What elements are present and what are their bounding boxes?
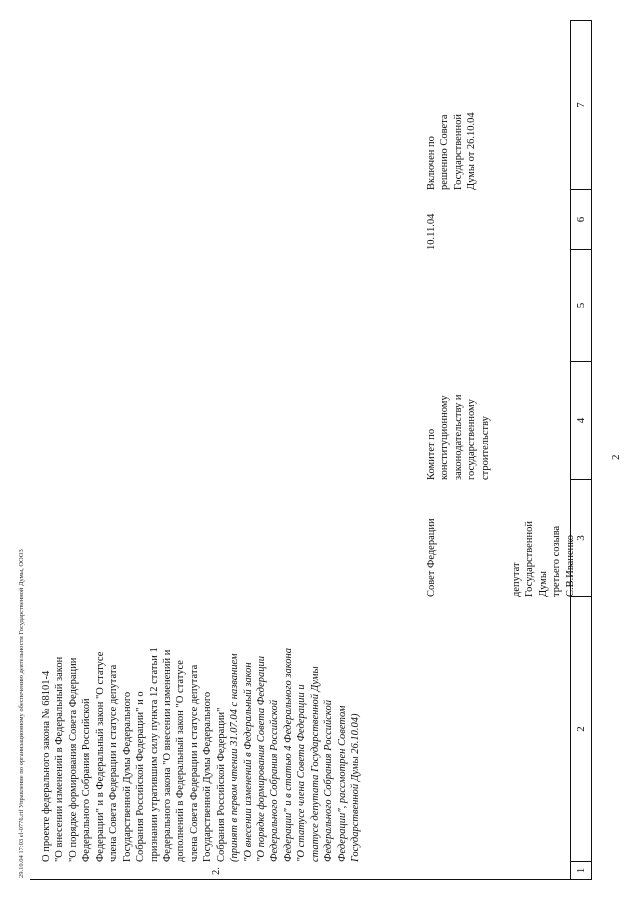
cell-line: О проекте федерального закона № 68101-4 — [41, 670, 52, 862]
cell-line-italic: статусе депутата Государственной Думы — [309, 666, 321, 862]
cell-line: "О внесении изменений в Федеральный закон — [54, 656, 66, 862]
page-number: 2 — [610, 454, 622, 460]
cell-line-italic: (принят в первом чтении 31.07.04 с названием — [229, 653, 241, 862]
header-col-4: 4 — [571, 361, 591, 479]
cell-line: строительству — [479, 416, 491, 480]
header-col-1: 1 — [571, 861, 591, 879]
cell-line-italic: Федерального Собрания Российской — [323, 700, 335, 862]
cell-line: Совет Федерации — [426, 518, 437, 597]
row2-col3 — [425, 482, 438, 597]
cell-line: Комитет по — [426, 428, 437, 480]
row2-col2 — [40, 597, 363, 862]
table-left-border — [30, 879, 570, 880]
cell-line-italic: "О внесении изменений в Федеральный закон — [242, 662, 254, 862]
row2-col4 — [425, 362, 492, 480]
cell-line: члена Совета Федерации и статусе депутата — [108, 664, 120, 862]
cell-line-italic: "О статусе члена Совета Федерации и — [296, 684, 308, 862]
cell-line: Государственной Думы Федерального — [202, 691, 214, 862]
cell-line-italic: Федерации", рассмотрен Советом — [336, 705, 348, 862]
row2-col6 — [425, 190, 438, 250]
cell-line-italic: Государственной Думы 26.10.04) — [350, 713, 362, 862]
table-header — [570, 20, 592, 880]
header-col-6: 6 — [571, 189, 591, 249]
footer-note: 29.10.04 17:03 el-0776.rtf Управление по организационному обеспечению деятельности Государственной Думы, ООО3 — [18, 549, 25, 878]
cell-line: депутат — [511, 562, 522, 597]
continued-row-col3 — [510, 482, 577, 597]
agenda-table — [30, 20, 595, 880]
cell-line: Собрания Российской Федерации" и о — [135, 691, 147, 862]
cell-line: Собрания Российской Федерации" — [215, 707, 227, 862]
cell-line-italic: "О порядке формирования Совета Федерации — [256, 656, 267, 862]
cell-line: С.В.Иваненко — [564, 534, 576, 597]
cell-line: Федерации" и в Федеральный закон "О статусе — [94, 651, 106, 862]
cell-line: Думы от 26.10.04 — [466, 112, 478, 190]
row2-col7 — [425, 90, 479, 190]
header-col-2: 2 — [571, 596, 591, 861]
cell-line: Государственной Думы Федерального — [121, 691, 133, 862]
header-col-3: 3 — [571, 479, 591, 596]
cell-line-italic: Федерального Собрания Российской — [269, 700, 281, 862]
cell-line: признании утратившим силу пункта 12 статьи 1 — [148, 647, 160, 862]
cell-line: Государственной — [452, 114, 464, 190]
cell-line: решению Совета — [439, 114, 451, 190]
cell-line: Государственной — [524, 521, 536, 597]
cell-line-italic: Федерации" и в статью 4 Федерального закона — [282, 648, 294, 862]
cell-line: дополнений в Федеральный закон "О статусе — [175, 660, 187, 862]
cell-line: "О порядке формирования Совета Федерации — [67, 657, 79, 862]
cell-line: третьего созыва — [551, 525, 563, 597]
header-col-7: 7 — [575, 102, 587, 108]
cell-line: Включен по — [426, 136, 437, 190]
cell-line: государственному — [466, 399, 478, 480]
cell-line: Думы — [537, 571, 549, 597]
header-col-5: 5 — [571, 249, 591, 361]
cell-line: 10.11.04 — [426, 213, 437, 250]
cell-line: Федерального закона "О внесении изменений и — [161, 649, 173, 862]
cell-line: конституционному — [439, 395, 451, 480]
cell-line: члена Совета Федерации и статусе депутата — [188, 664, 200, 862]
cell-line: Федерального Собрания Российской — [81, 698, 93, 862]
row-number: 2. — [211, 867, 222, 875]
cell-line: законодательству и — [452, 394, 464, 480]
